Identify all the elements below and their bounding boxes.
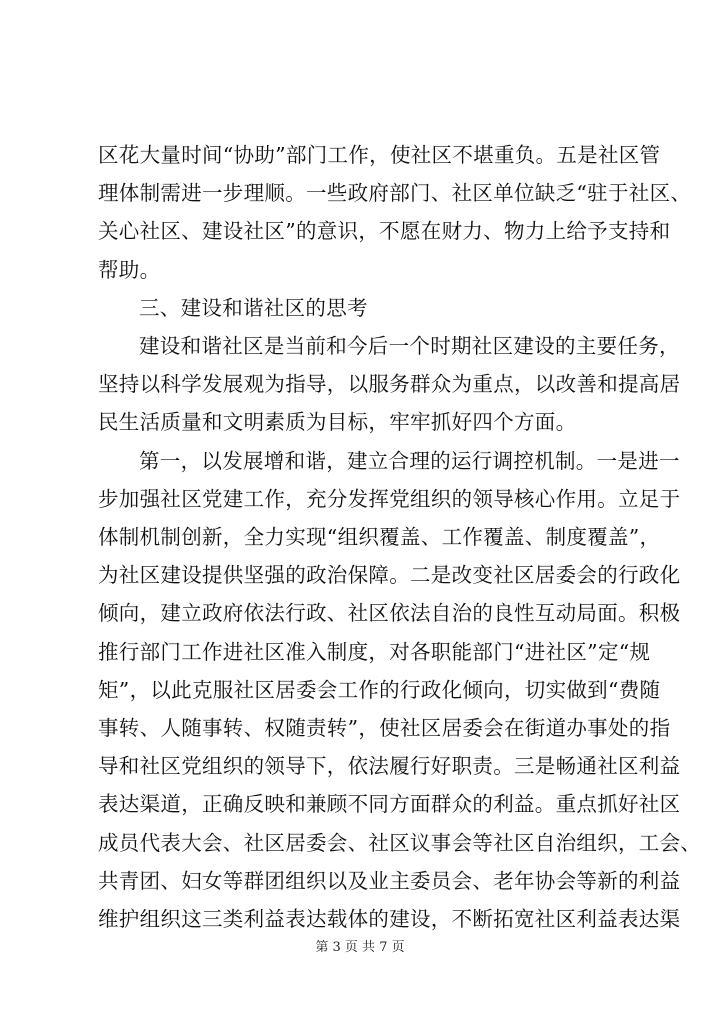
text-line: 表达渠道，正确反映和兼顾不同方面群众的利益。重点抓好社区 <box>98 792 681 817</box>
text-line: 坚持以科学发展观为指导，以服务群众为重点，以改善和提高居 <box>98 372 681 397</box>
section-heading: 三、建设和谐社区的思考 <box>139 295 368 320</box>
text-line: 区花大量时间“协助”部门工作，使社区不堪重负。五是社区管 <box>98 143 661 167</box>
text-line: 推行部门工作进社区准入制度，对各职能部门“进社区”定“规 <box>98 639 651 664</box>
text-line: 关心社区、建设社区”的意识，不愿在财力、物力上给予支持和 <box>98 219 671 244</box>
text-line: 第一，以发展增和谐，建立合理的运行调控机制。一是进一 <box>139 448 680 473</box>
text-line: 为社区建设提供坚强的政治保障。二是改变社区居委会的行政化 <box>98 563 681 588</box>
text-line: 事转、人随事转、权随责转”，使社区居委会在街道办事处的指 <box>98 716 671 740</box>
text-line: 矩”，以此克服社区居委会工作的行政化倾向，切实做到“费随 <box>98 677 661 702</box>
text-line: 维护组织这三类利益表达载体的建设，不断拓宽社区利益表达渠 <box>98 907 681 931</box>
page-footer: 第 3 页 共 7 页 <box>315 940 405 955</box>
text-line: 民生活质量和文明素质为目标，牢牢抓好四个方面。 <box>98 410 577 435</box>
text-line: 体制机制创新，全力实现“组织覆盖、工作覆盖、制度覆盖”， <box>98 525 661 549</box>
text-line: 倾向，建立政府依法行政、社区依法自治的良性互动局面。积极 <box>98 601 681 626</box>
text-line: 步加强社区党建工作，充分发挥党组织的领导核心作用。立足于 <box>98 486 681 511</box>
text-line: 建设和谐社区是当前和今后一个时期社区建设的主要任务， <box>139 334 680 358</box>
text-line: 导和社区党组织的领导下，依法履行好职责。三是畅通社区利益 <box>98 754 681 779</box>
text-line: 帮助。 <box>98 257 161 282</box>
text-line: 理体制需进一步理顺。一些政府部门、社区单位缺乏“驻于社区、 <box>98 181 692 206</box>
text-line: 共青团、妇女等群团组织以及业主委员会、老年协会等新的利益 <box>98 868 681 893</box>
text-line: 成员代表大会、社区居委会、社区议事会等社区自治组织，工会、 <box>98 830 702 855</box>
